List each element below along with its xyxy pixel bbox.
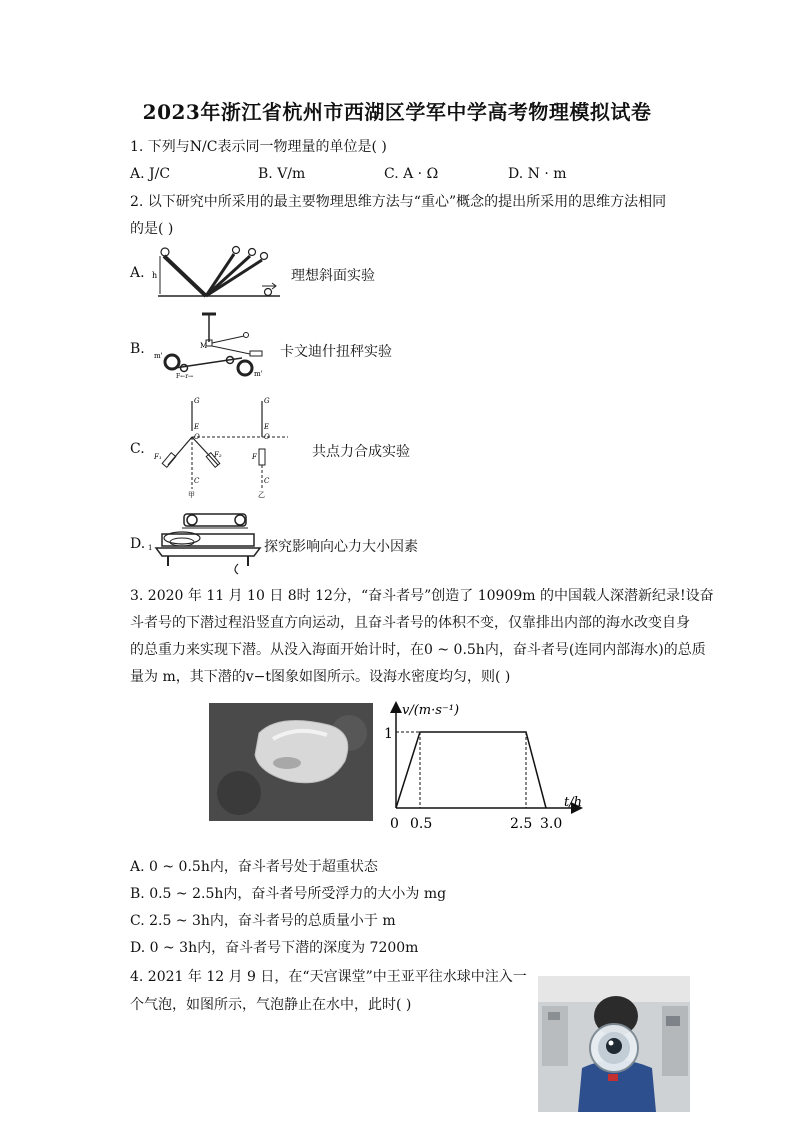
ideal-incline-diagram xyxy=(150,244,282,302)
force-composition-diagram xyxy=(148,393,293,503)
q3-line4: 量为 m，其下潜的v−t图象如图所示。设海水密度均匀，则( ) xyxy=(130,669,511,685)
q1-option-d: D. N · m xyxy=(508,166,567,182)
svg-text:甲: 甲 xyxy=(188,491,195,499)
q2-option-b-label: 卡文迪什扭秤实验 xyxy=(280,344,392,360)
submersible-photo xyxy=(209,703,373,821)
x-tick-2-5: 2.5 xyxy=(510,816,533,832)
q2-option-a-label: 理想斜面实验 xyxy=(291,268,375,284)
q4-line2: 个气泡，如图所示，气泡静止在水中，此时( ) xyxy=(130,997,412,1013)
q3-option-c: C. 2.5 ~ 3h内，奋斗者号的总质量小于 m xyxy=(130,913,396,929)
svg-text:O: O xyxy=(194,433,200,441)
q2-stem-line1: 2. 以下研究中所采用的最主要物理思维方法与“重心”概念的提出所采用的思维方法相同 xyxy=(130,194,667,210)
svg-text:E: E xyxy=(264,423,270,431)
y-tick-1: 1 xyxy=(384,726,393,742)
v-t-graph xyxy=(380,700,600,840)
x-axis-label: t/h xyxy=(564,795,582,810)
q3-line3: 的总重力来实现下潜。从没入海面开始计时，在0 ~ 0.5h内，奋斗者号(连同内部海水)的总质 xyxy=(130,642,706,658)
svg-text:G: G xyxy=(264,397,270,405)
q1-stem: 1. 下列与N/C表示同一物理量的单位是( ) xyxy=(130,139,387,155)
q1-option-a: A. J/C xyxy=(130,166,171,182)
q4-line1: 4. 2021 年 12 月 9 日，在“天宫课堂”中王亚平往水球中注入一 xyxy=(130,969,527,985)
svg-text:F₁: F₁ xyxy=(154,453,162,461)
x-tick-0: 0 xyxy=(390,816,399,832)
q2-option-c-letter: C. xyxy=(130,441,145,457)
q2-option-a-letter: A. xyxy=(130,265,145,281)
svg-text:G: G xyxy=(194,397,200,405)
svg-text:F₂: F₂ xyxy=(214,451,222,459)
svg-text:O: O xyxy=(264,433,270,441)
svg-text:F: F xyxy=(252,453,257,461)
svg-text:C: C xyxy=(194,477,200,485)
q2-option-d-label: 探究影响向心力大小因素 xyxy=(264,539,418,555)
x-tick-3-0: 3.0 xyxy=(540,816,563,832)
svg-text:m': m' xyxy=(154,352,163,360)
q2-stem-line2: 的是( ) xyxy=(130,221,174,237)
q3-line2: 斗者号的下潜过程沿竖直方向运动，且奋斗者号的体积不变，仅靠排出内部的海水改变自身 xyxy=(130,615,690,631)
velocity-curve xyxy=(396,732,546,808)
q2-option-c-label: 共点力合成实验 xyxy=(312,444,410,460)
y-axis-label: v/(m·s⁻¹) xyxy=(402,703,460,718)
q1-option-c: C. A · Ω xyxy=(384,166,439,182)
space-classroom-photo xyxy=(538,976,690,1112)
torsion-balance-diagram xyxy=(150,310,270,382)
q1-option-b: B. V/m xyxy=(258,166,306,182)
svg-text:m': m' xyxy=(254,370,263,378)
svg-text:E: E xyxy=(194,423,200,431)
q3-option-d: D. 0 ~ 3h内，奋斗者号下潜的深度为 7200m xyxy=(130,940,419,956)
svg-text:M: M xyxy=(200,342,208,350)
q3-line1: 3. 2020 年 11 月 10 日 8时 12分，“奋斗者号”创造了 10909m 的中国载人深潜新纪录!设奋 xyxy=(130,588,714,604)
svg-text:乙: 乙 xyxy=(258,491,265,499)
centripetal-apparatus-diagram xyxy=(148,508,264,578)
svg-text:1: 1 xyxy=(148,544,153,552)
svg-text:F←r→: F←r→ xyxy=(176,373,194,380)
q3-option-a: A. 0 ~ 0.5h内，奋斗者号处于超重状态 xyxy=(130,859,378,875)
q2-option-b-letter: B. xyxy=(130,341,145,357)
svg-text:h: h xyxy=(152,271,158,280)
page-title: 2023年浙江省杭州市西湖区学军中学高考物理模拟试卷 xyxy=(142,100,652,124)
q3-option-b: B. 0.5 ~ 2.5h内，奋斗者号所受浮力的大小为 mg xyxy=(130,886,447,902)
q2-option-d-letter: D. xyxy=(130,536,146,552)
x-tick-0-5: 0.5 xyxy=(410,816,433,832)
svg-text:C: C xyxy=(264,477,270,485)
